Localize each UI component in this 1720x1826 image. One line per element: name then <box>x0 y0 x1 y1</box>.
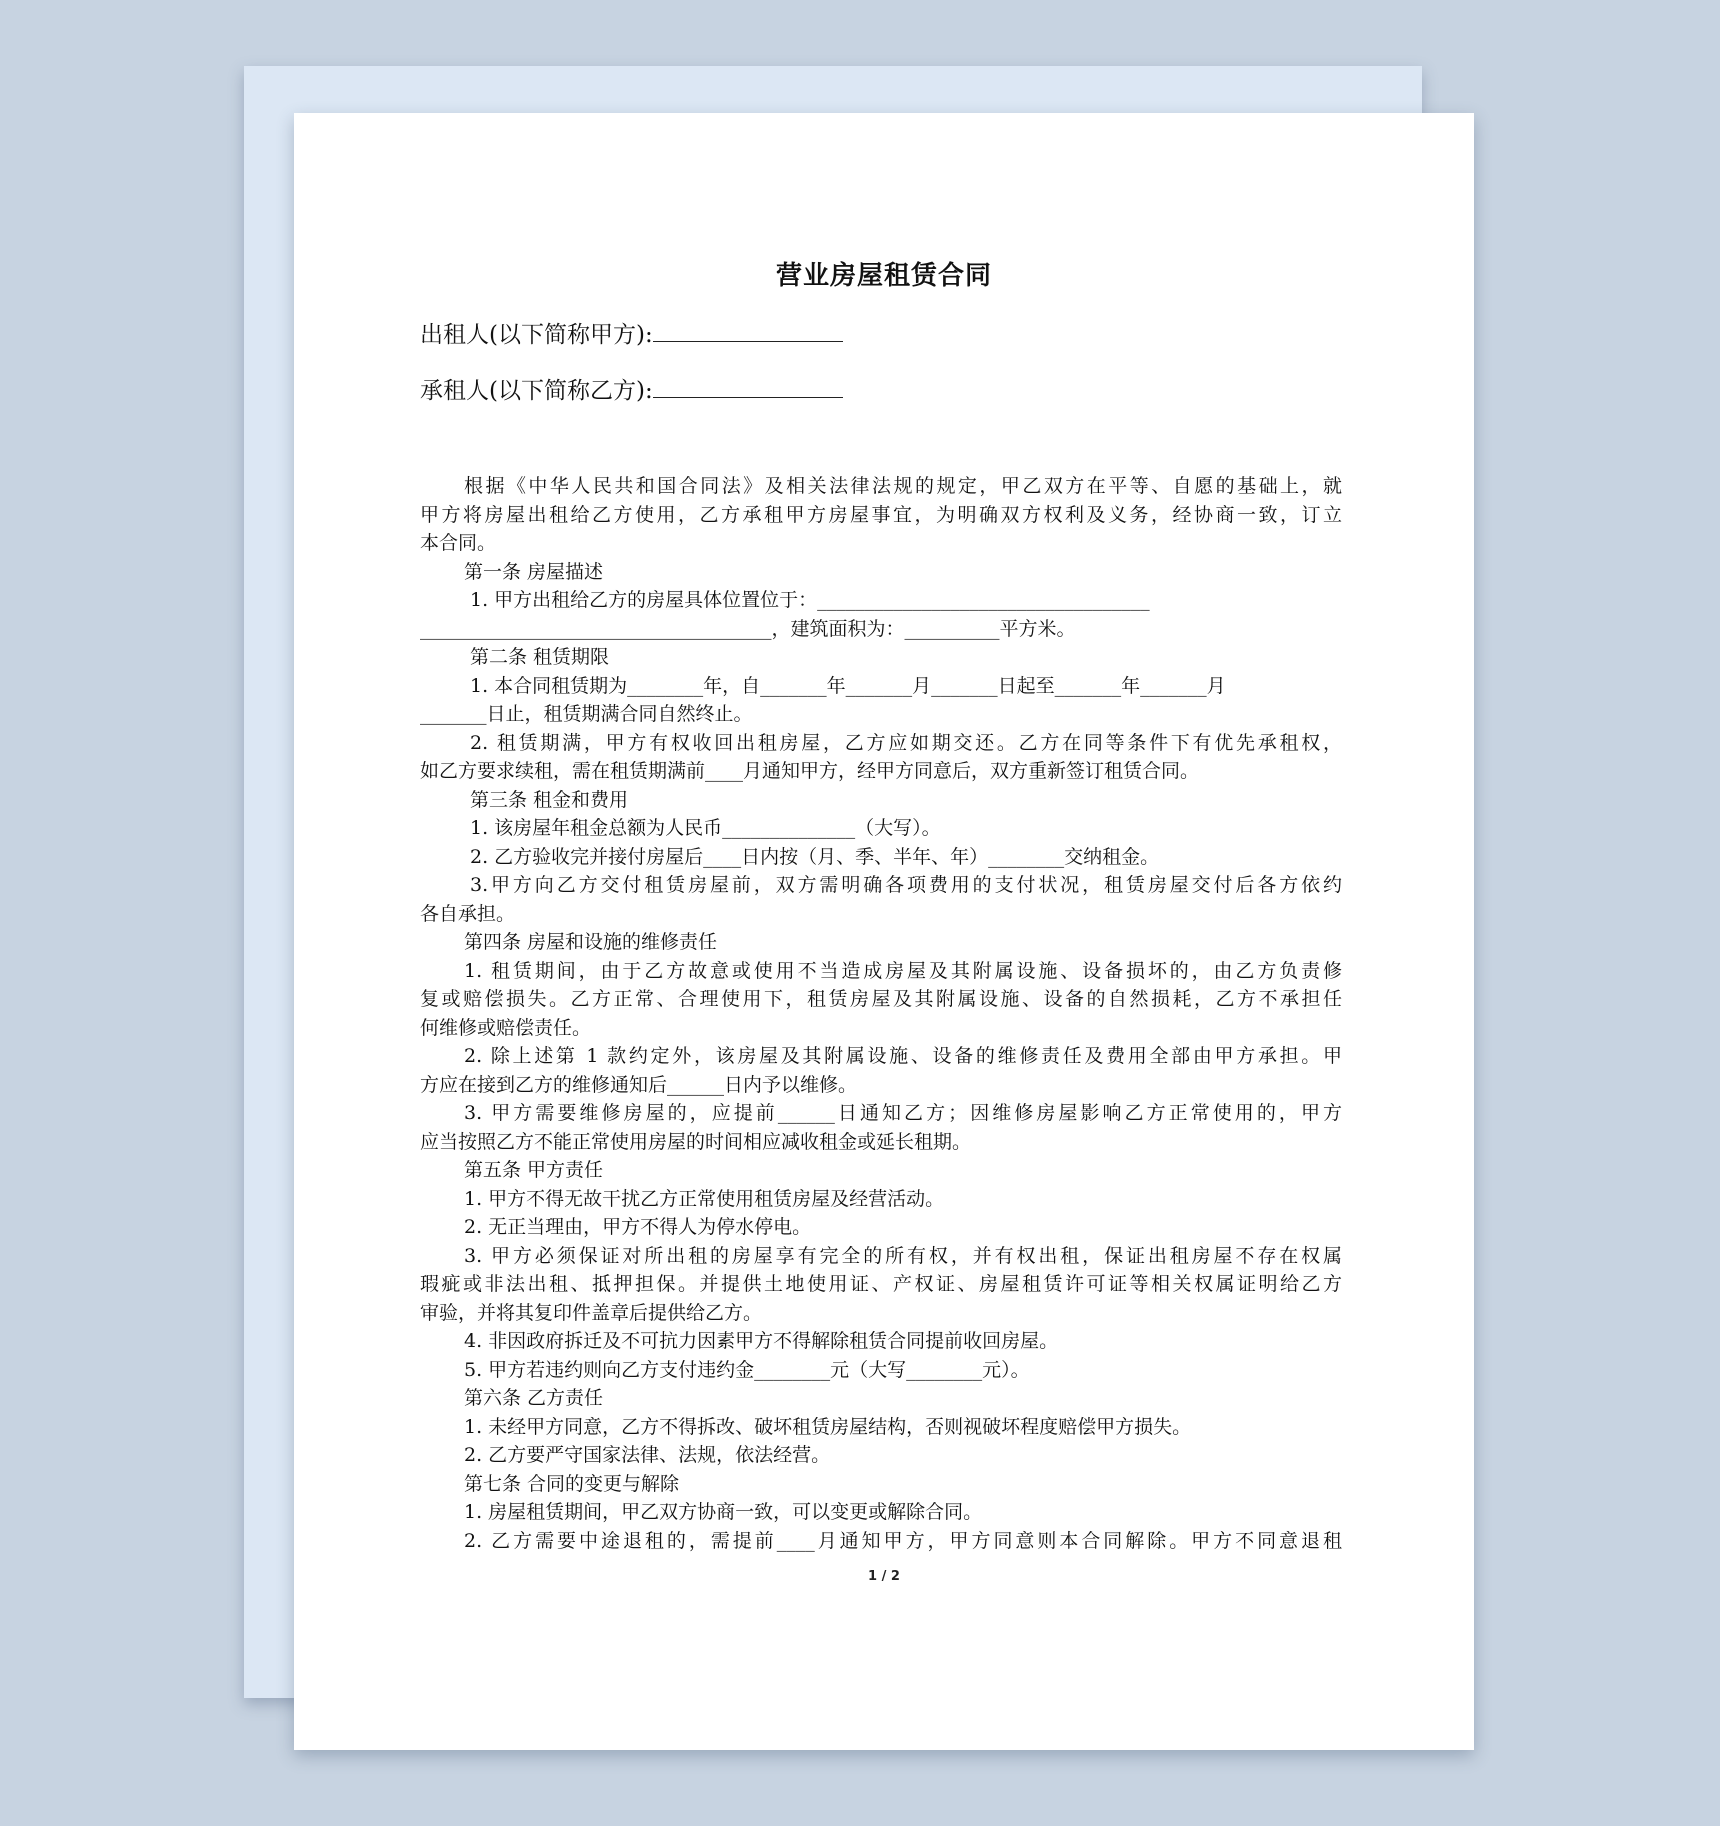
body-line: 2. 乙方验收完并接付房屋后____日内按（月、季、半年、年）________交纳租金。 <box>470 845 1160 868</box>
body-line: 方应在接到乙方的维修通知后______日内予以维修。 <box>420 1073 858 1096</box>
body-line: _______日止，租赁期满合同自然终止。 <box>420 703 753 725</box>
body-line: 如乙方要求续租，需在租赁期满前____月通知甲方，经甲方同意后，双方重新签订租赁合同。 <box>420 760 1200 782</box>
body-line: 5. 甲方若违约则向乙方支付违约金________元（大写________元）。 <box>464 1358 1030 1381</box>
body-line: 应当按照乙方不能正常使用房屋的时间相应减收租金或延长租期。 <box>420 1130 972 1153</box>
lessee-blank <box>653 375 843 398</box>
body-line: 3.甲方向乙方交付租赁房屋前，双方需明确各项费用的支付状况，租赁房屋交付后各方依约 <box>470 874 1342 896</box>
body-line: 4. 非因政府拆迁及不可抗力因素甲方不得解除租赁合同提前收回房屋。 <box>464 1330 1059 1352</box>
page-indicator: 1 / 2 <box>868 1569 900 1584</box>
body-line: 3. 甲方需要维修房屋的，应提前______日通知乙方；因维修房屋影响乙方正常使用的，甲方 <box>464 1102 1342 1124</box>
body-line: 2. 乙方要严守国家法律、法规，依法经营。 <box>464 1444 831 1466</box>
lessee-label: 承租人(以下简称乙方): <box>420 378 653 404</box>
body-line: 2. 租赁期满，甲方有权收回出租房屋，乙方应如期交还。乙方在同等条件下有优先承租权， <box>470 731 1342 754</box>
body-line: 本合同。 <box>420 532 497 554</box>
body-line: 2. 乙方需要中途退租的，需提前____月通知甲方，甲方同意则本合同解除。甲方不同意退租 <box>464 1529 1342 1552</box>
body-line: 复或赔偿损失。乙方正常、合理使用下，租赁房屋及其附属设施、设备的自然损耗，乙方不承担任 <box>420 988 1342 1010</box>
article-heading: 第四条 房屋和设施的维修责任 <box>464 931 718 953</box>
body-line: 3. 甲方必须保证对所出租的房屋享有完全的所有权，并有权出租，保证出租房屋不存在权属 <box>464 1244 1342 1267</box>
contract-body <box>420 472 1342 1555</box>
body-line: 2. 无正当理由，甲方不得人为停水停电。 <box>464 1216 812 1238</box>
article-heading: 第三条 租金和费用 <box>470 788 629 811</box>
article-heading: 第二条 租赁期限 <box>470 646 610 668</box>
body-line: 1. 租赁期间，由于乙方故意或使用不当造成房屋及其附属设施、设备损坏的，由乙方负责修 <box>464 959 1342 982</box>
body-line: 甲方将房屋出租给乙方使用，乙方承租甲方房屋事宜，为明确双方权利及义务，经协商一致，订立 <box>420 503 1342 526</box>
body-line: 2. 除上述第 1 款约定外，该房屋及其附属设施、设备的维修责任及费用全部由甲方承担。甲 <box>464 1045 1342 1067</box>
article-heading: 第一条 房屋描述 <box>464 560 604 583</box>
article-heading: 第七条 合同的变更与解除 <box>464 1472 680 1495</box>
body-line: 审验，并将其复印件盖章后提供给乙方。 <box>420 1301 763 1324</box>
document-title: 营业房屋租赁合同 <box>775 261 992 291</box>
body-line: 1. 该房屋年租金总额为人民币______________（大写）。 <box>470 817 941 839</box>
lessor-label: 出租人(以下简称甲方): <box>420 322 653 348</box>
lessor-line <box>420 316 843 349</box>
lessee-line <box>420 372 843 405</box>
body-line: 何维修或赔偿责任。 <box>420 1016 592 1039</box>
body-line: 各自承担。 <box>420 902 516 925</box>
article-heading: 第六条 乙方责任 <box>464 1387 604 1409</box>
body-line: 1. 甲方不得无故干扰乙方正常使用租赁房屋及经营活动。 <box>464 1187 945 1210</box>
document-page <box>294 113 1474 1750</box>
body-line: 1. 本合同租赁期为________年，自_______年_______月_______日起至_______年_______月 <box>470 674 1226 697</box>
body-line: _____________________________________，建筑面积为：__________平方米。 <box>420 617 1076 640</box>
article-heading: 第五条 甲方责任 <box>464 1159 604 1181</box>
lessor-blank <box>653 319 843 342</box>
body-line: 根据《中华人民共和国合同法》及相关法律法规的规定，甲乙双方在平等、自愿的基础上，就 <box>464 475 1342 497</box>
body-line: 1. 房屋租赁期间，甲乙双方协商一致，可以变更或解除合同。 <box>464 1501 983 1523</box>
body-line: 瑕疵或非法出租、抵押担保。并提供土地使用证、产权证、房屋租赁许可证等相关权属证明给乙方 <box>420 1273 1342 1295</box>
body-line: 1. 甲方出租给乙方的房屋具体位置位于：___________________________________ <box>470 589 1150 611</box>
body-line: 1. 未经甲方同意，乙方不得拆改、破坏租赁房屋结构，否则视破坏程度赔偿甲方损失。 <box>464 1415 1192 1438</box>
